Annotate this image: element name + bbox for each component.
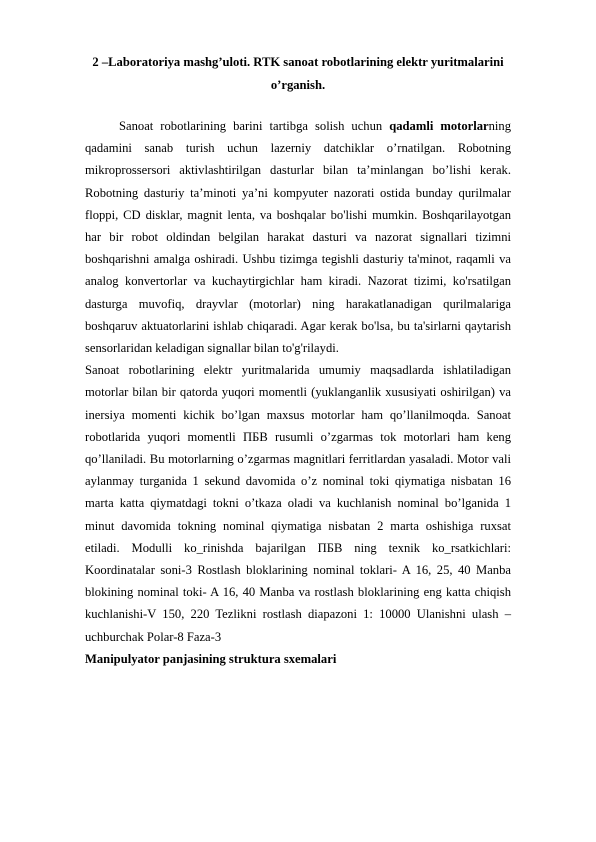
paragraph-1-bold-term: qadamli motorlar (389, 119, 489, 133)
paragraph-1-lead: Sanoat robotlarining barini tartibga solish uchun (119, 119, 390, 133)
paragraph-2: Sanoat robotlarining elektr yuritmalarida umumiy maqsadlarda ishlatiladigan motorlar bilan bir qatorda yuqori momentli (yuklanganlik xususiyati oshirilgan) va inersiya momenti kichik bo’lgan maxsus motorlar ham qo’llanilmoqda. Sanoat robotlarida yuqori momentli ПБВ rusumli o’zgarmas tok motorlari ham keng qo’llaniladi. Bu motorlarning o’zgarmas magnitlari ferritlardan yasaladi. Motor vali aylanmay turganida 1 sekund davomida o’z nominal toki qiymatiga nisbatan 16 marta katta qiymatdagi tokni o’tkaza oladi va kuchlanish nominal bo’lganida 1 minut davomida tokning nominal qiymatiga nisbatan 2 marta oshishiga ruxsat etiladi. Modulli ko_rinishda bajarilgan ПБВ ning texnik ko_rsatkichlari: Koordinatalar soni-3 Rostlash bloklarining nominal toklari- A 16, 25, 40 Manba blokining nominal toki- A 16, 40 Manba va rostlash bloklarining eng katta chiqish kuchlanishi-V 150, 220 Tezlikni rostlash diapazoni 1: 10000 Ulanishni ulash – uchburchak Polar-8 Faza-3 (85, 363, 511, 644)
document-page (85, 51, 511, 670)
section-heading: Manipulyator panjasining struktura sxemalari (85, 651, 337, 666)
paragraph-1 (85, 115, 511, 359)
document-title: 2 –Laboratoriya mashg’uloti. RTK sanoat robotlarining elektr yuritmalarini o’rganish. (92, 55, 504, 92)
paragraph-1-rest: ning qadamini sanab turish uchun lazerniy datchiklar o’rnatilgan. Robotning mikroprossersori aktivlashtirilgan dasturlar bilan ta’minlangan bo’lishi kerak. Robotning dasturiy ta’minoti ya’ni kompyuter nazorati ostida bunday qurilmalar floppi, CD disklar, magnit lenta, va boshqalar bo'lishi mumkin. Boshqarilayotgan har bir robot oldindan belgilan harakat dasturi va nazorat signallari tizimni boshqarishni amalga oshiradi. Ushbu tizimga tegishli dasturiy ta'minot, raqamli va analog konvertorlar va kuchaytirgichlar ham kiradi. Nazorat tizimi, ko'rsatilgan dasturga muvofiq, drayvlar (motorlar) ning harakatlanadigan qurilmalariga boshqaruv aktuatorlarini ishlab chiqaradi. Agar kerak bo'lsa, bu ta'sirlarni qaytarish sensorlaridan keladigan signallar bilan to'g'rilaydi. (85, 119, 511, 356)
